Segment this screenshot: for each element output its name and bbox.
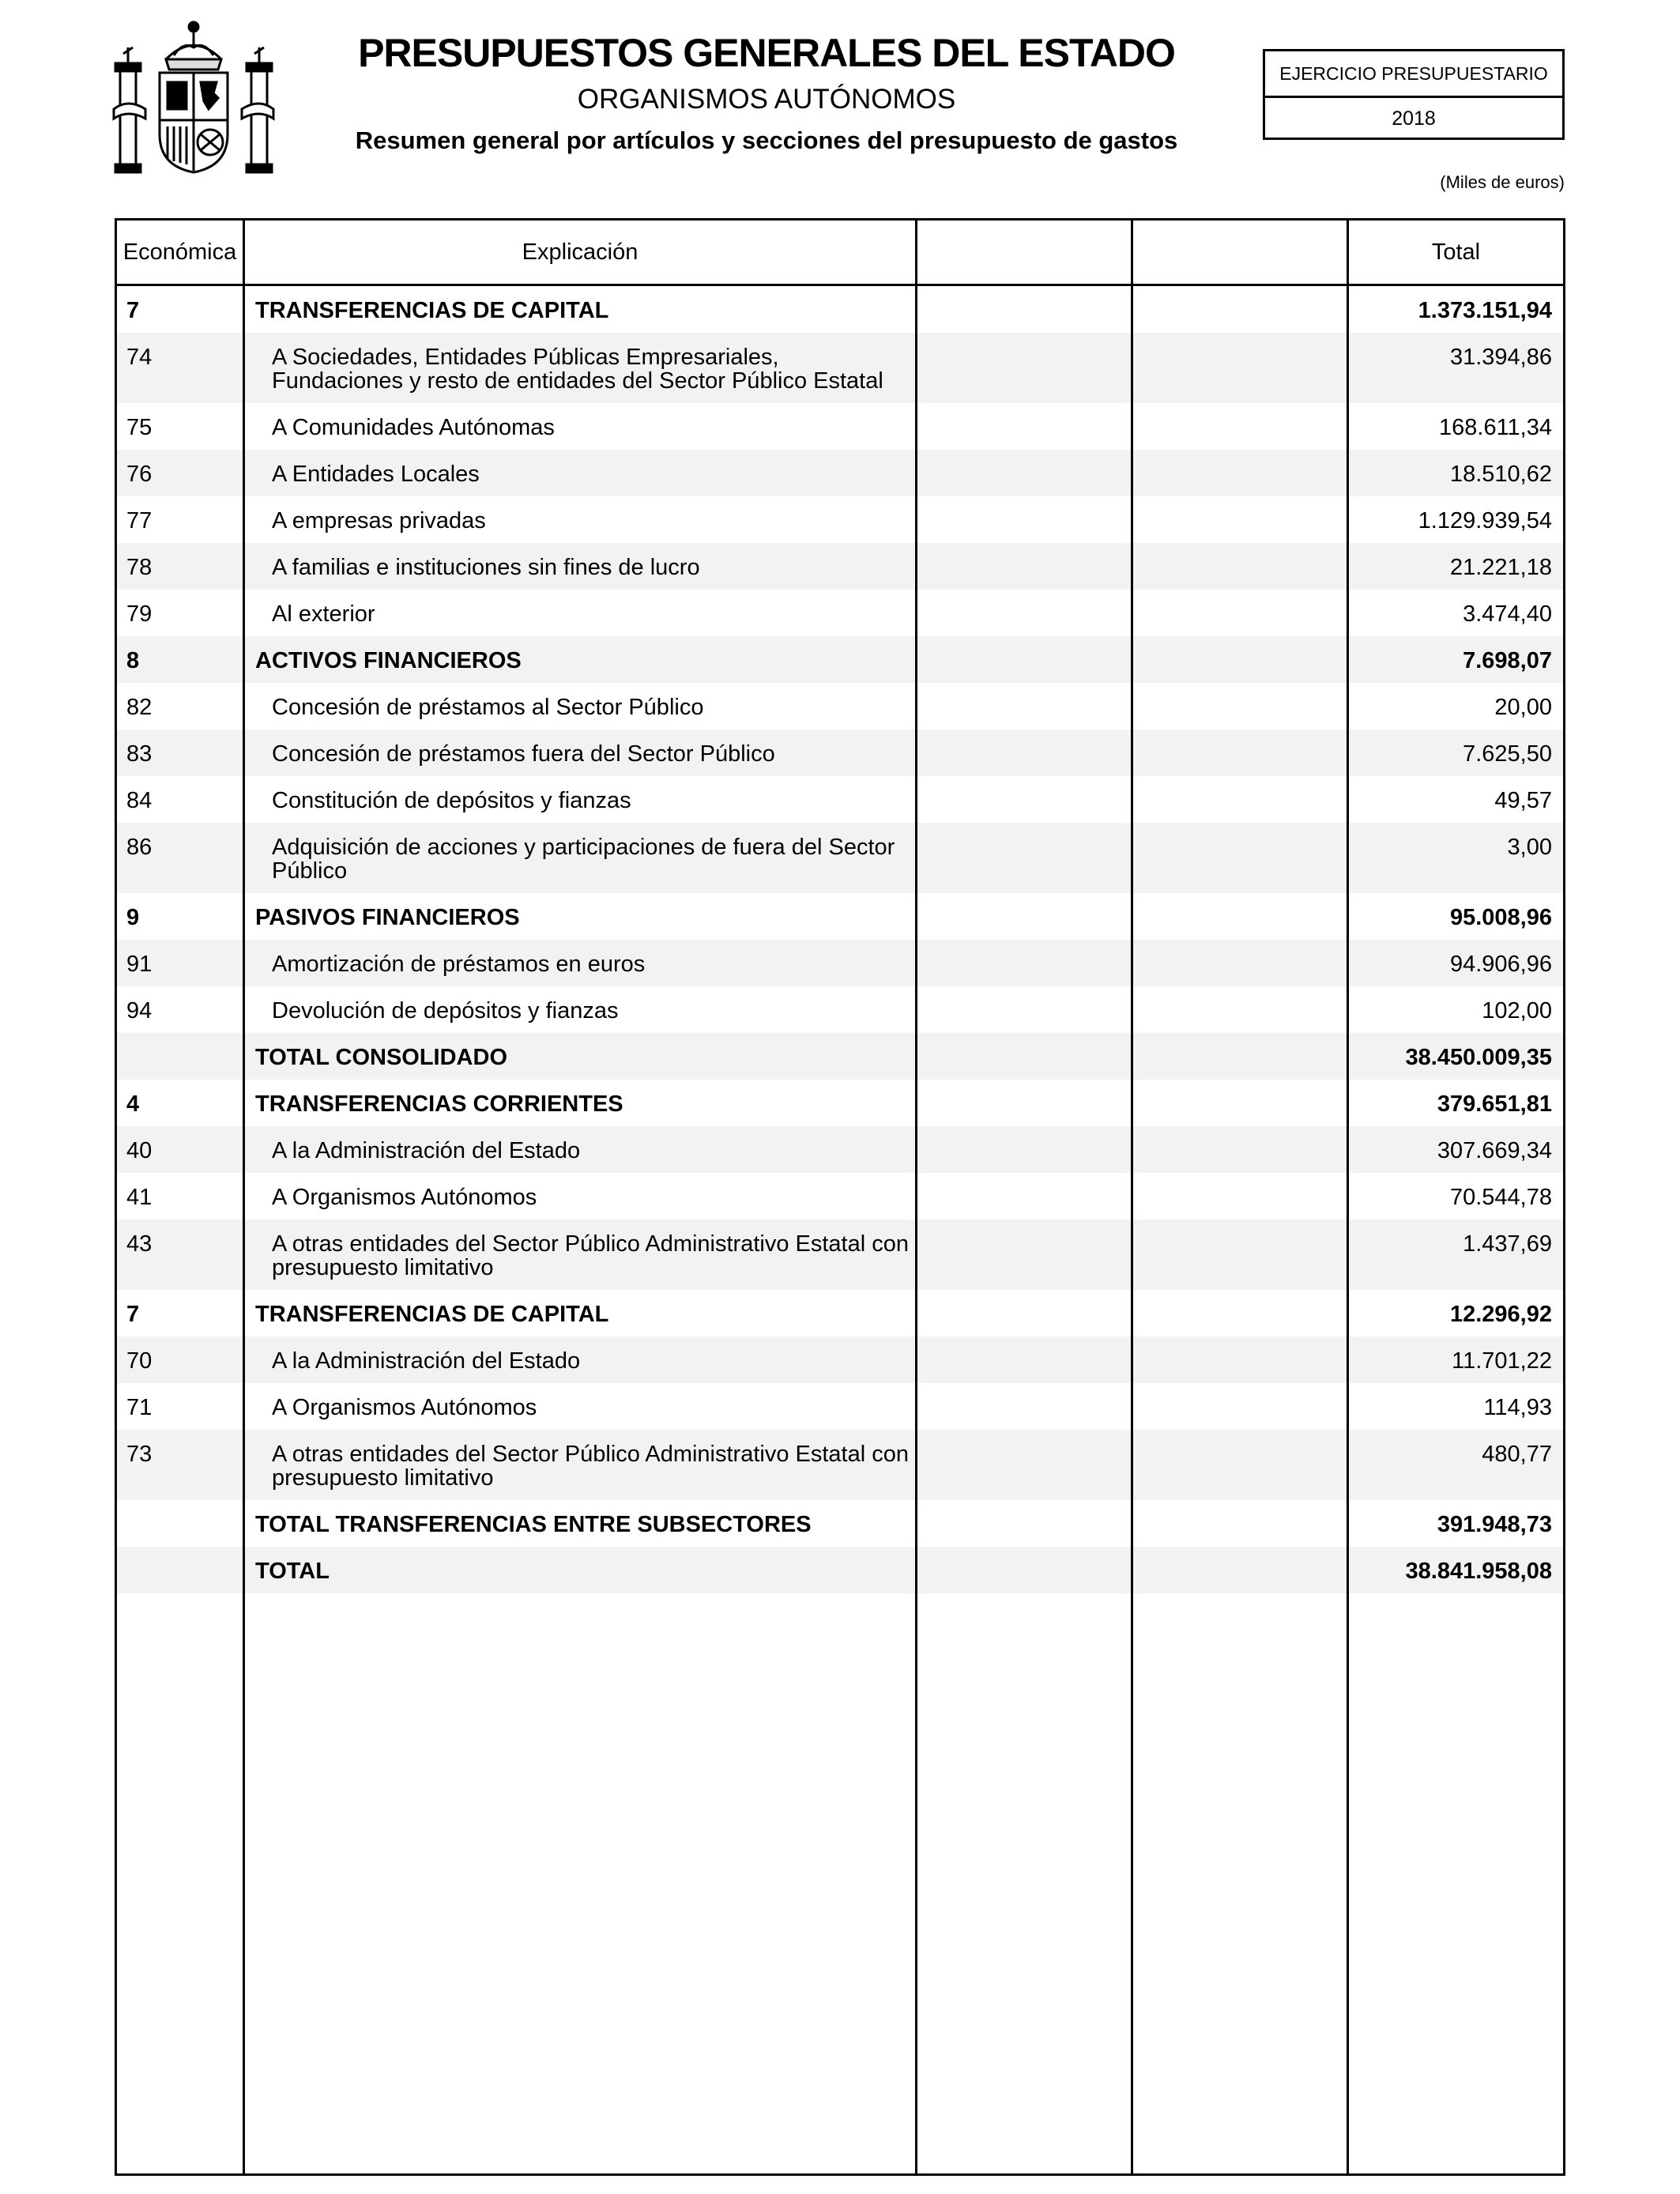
cell-explicacion: Al exterior <box>272 601 375 627</box>
cell-total: 1.129.939,54 <box>1418 508 1552 533</box>
cell-economica: 91 <box>126 952 153 977</box>
fiscal-year-label: EJERCICIO PRESUPUESTARIO <box>1265 51 1562 98</box>
cell-economica: 82 <box>126 695 153 720</box>
cell-explicacion: Adquisición de acciones y participaciones de fuera del Sector Público <box>272 835 895 884</box>
cell-total: 38.841.958,08 <box>1405 1559 1552 1584</box>
cell-total: 95.008,96 <box>1449 905 1552 930</box>
cell-economica: 86 <box>126 835 153 860</box>
cell-explicacion: A Entidades Locales <box>272 462 480 487</box>
cell-explicacion: A Sociedades, Entidades Públicas Empresariales, Fundaciones y resto de entidades del Sector Público Estatal <box>272 345 883 394</box>
cell-explicacion: A Comunidades Autónomas <box>272 415 555 440</box>
cell-explicacion: A la Administración del Estado <box>272 1138 581 1163</box>
cell-explicacion: Constitución de depósitos y fianzas <box>272 788 631 813</box>
cell-economica: 41 <box>126 1185 153 1210</box>
cell-total: 3.474,40 <box>1463 601 1552 627</box>
cell-explicacion: A otras entidades del Sector Público Administrativo Estatal con presupuesto limitativo <box>272 1442 909 1491</box>
cell-explicacion: TRANSFERENCIAS DE CAPITAL <box>255 298 609 323</box>
cell-explicacion: A Organismos Autónomos <box>272 1395 537 1420</box>
budget-table <box>115 218 1565 2176</box>
cell-total: 3,00 <box>1507 835 1552 860</box>
cell-economica: 84 <box>126 788 153 813</box>
cell-explicacion: Amortización de préstamos en euros <box>272 952 646 977</box>
units-label: (Miles de euros) <box>1440 172 1565 192</box>
cell-total: 379.651,81 <box>1437 1091 1552 1117</box>
cell-total: 18.510,62 <box>1449 462 1552 487</box>
cell-economica: 71 <box>126 1395 153 1420</box>
cell-economica: 83 <box>126 741 153 767</box>
cell-total: 1.437,69 <box>1463 1231 1552 1257</box>
cell-economica: 79 <box>126 601 153 627</box>
cell-total: 70.544,78 <box>1449 1185 1552 1210</box>
cell-total: 168.611,34 <box>1439 415 1552 440</box>
cell-total: 12.296,92 <box>1449 1302 1552 1327</box>
cell-total: 20,00 <box>1494 695 1552 720</box>
header-divider <box>117 284 1563 286</box>
cell-economica: 7 <box>126 298 140 323</box>
cell-explicacion: TOTAL CONSOLIDADO <box>255 1045 507 1070</box>
cell-total: 49,57 <box>1494 788 1552 813</box>
cell-economica: 94 <box>126 998 153 1023</box>
fiscal-year-box <box>1263 49 1565 140</box>
column-divider <box>1347 221 1349 2173</box>
cell-explicacion: TRANSFERENCIAS CORRIENTES <box>255 1091 623 1117</box>
cell-total: 31.394,86 <box>1449 345 1552 370</box>
cell-economica: 75 <box>126 415 153 440</box>
cell-economica: 73 <box>126 1442 153 1467</box>
column-divider <box>1131 221 1133 2173</box>
cell-total: 21.221,18 <box>1449 555 1552 580</box>
cell-economica: 77 <box>126 508 153 533</box>
cell-economica: 78 <box>126 555 153 580</box>
cell-total: 480,77 <box>1482 1442 1552 1467</box>
cell-economica: 74 <box>126 345 153 370</box>
cell-explicacion: TRANSFERENCIAS DE CAPITAL <box>255 1302 609 1327</box>
cell-total: 1.373.151,94 <box>1418 298 1552 323</box>
cell-total: 102,00 <box>1482 998 1552 1023</box>
cell-explicacion: Concesión de préstamos fuera del Sector Público <box>272 741 775 767</box>
cell-explicacion: Concesión de préstamos al Sector Público <box>272 695 704 720</box>
cell-total: 7.625,50 <box>1463 741 1552 767</box>
page-description: Resumen general por artículos y secciones del presupuesto de gastos <box>355 126 1178 154</box>
cell-economica: 9 <box>126 905 140 930</box>
column-header-total: Total <box>1431 239 1481 265</box>
cell-explicacion: PASIVOS FINANCIEROS <box>255 905 520 930</box>
coat-of-arms-icon <box>111 16 277 178</box>
cell-total: 11.701,22 <box>1452 1348 1552 1374</box>
page-subtitle: ORGANISMOS AUTÓNOMOS <box>577 84 956 115</box>
cell-explicacion: TOTAL <box>255 1559 330 1584</box>
cell-total: 38.450.009,35 <box>1405 1045 1552 1070</box>
cell-explicacion: A la Administración del Estado <box>272 1348 581 1374</box>
cell-explicacion: ACTIVOS FINANCIEROS <box>255 648 522 673</box>
column-divider <box>243 221 245 2173</box>
cell-total: 94.906,96 <box>1449 952 1552 977</box>
fiscal-year-value: 2018 <box>1392 107 1436 130</box>
cell-explicacion: A familias e instituciones sin fines de lucro <box>272 555 700 580</box>
cell-economica: 4 <box>126 1091 140 1117</box>
column-header-explicacion: Explicación <box>522 239 638 265</box>
cell-explicacion: Devolución de depósitos y fianzas <box>272 998 619 1023</box>
cell-total: 7.698,07 <box>1463 648 1552 673</box>
cell-economica: 70 <box>126 1348 153 1374</box>
cell-explicacion: A otras entidades del Sector Público Administrativo Estatal con presupuesto limitativo <box>272 1231 909 1280</box>
cell-total: 307.669,34 <box>1437 1138 1552 1163</box>
column-divider <box>915 221 917 2173</box>
cell-total: 114,93 <box>1483 1395 1552 1420</box>
cell-explicacion: TOTAL TRANSFERENCIAS ENTRE SUBSECTORES <box>255 1512 812 1537</box>
cell-economica: 7 <box>126 1302 140 1327</box>
cell-economica: 76 <box>126 462 153 487</box>
cell-total: 391.948,73 <box>1437 1512 1552 1537</box>
cell-economica: 8 <box>126 648 140 673</box>
cell-economica: 40 <box>126 1138 153 1163</box>
cell-explicacion: A empresas privadas <box>272 508 486 533</box>
column-header-economica: Económica <box>122 239 237 265</box>
cell-explicacion: A Organismos Autónomos <box>272 1185 537 1210</box>
cell-economica: 43 <box>126 1231 153 1257</box>
page-title: PRESUPUESTOS GENERALES DEL ESTADO <box>358 31 1175 75</box>
